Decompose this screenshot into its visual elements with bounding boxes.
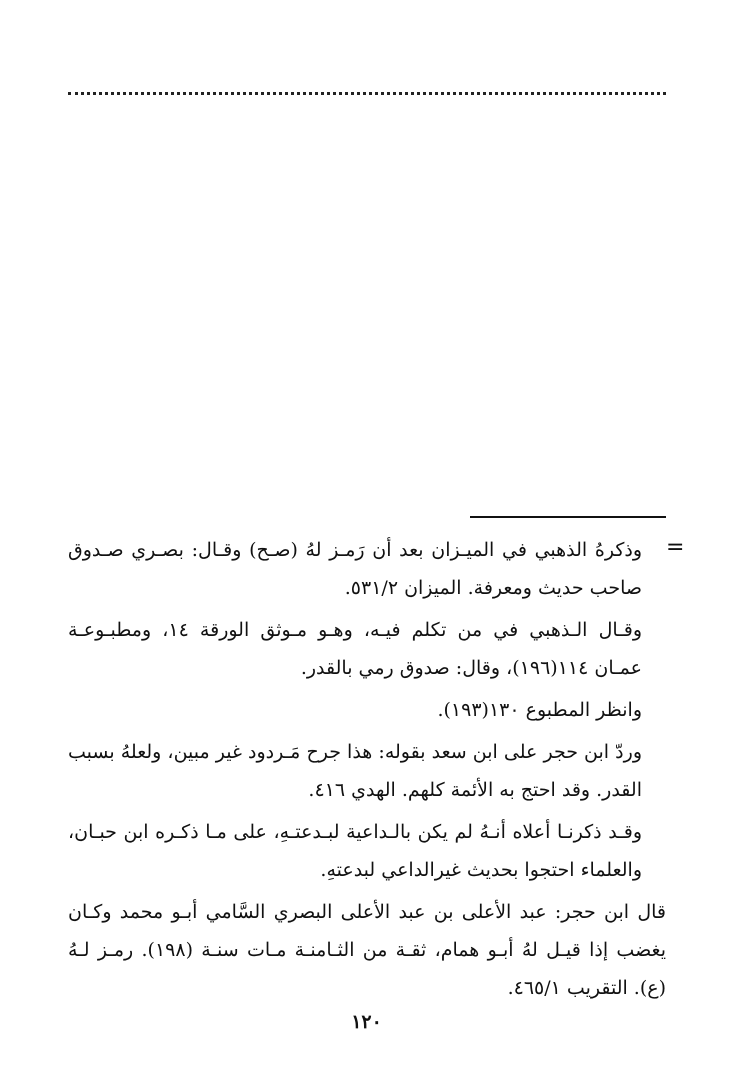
- continuation-mark: =: [666, 535, 685, 560]
- footnote-separator: [470, 516, 666, 518]
- footnote-paragraph: وقـال الـذهبي في من تكلم فيـه، وهـو مـوثق الورقة ١٤، ومطبـوعـة عمـان ١١٤(١٩٦)، وقال: صدوق رمي بالقدر.: [68, 619, 642, 679]
- footnote-paragraph: وقـد ذكرنـا أعلاه أنـهُ لم يكن بالـداعية لبـدعتـهِ، على مـا ذكـره ابن حبـان، والعلماء احتجوا بحديث غيرالداعي لبدعتهِ.: [68, 821, 642, 881]
- footnote-paragraph: وردّ ابن حجر على ابن سعد بقوله: هذا جرح مَـردود غير مبين، ولعلهُ بسبب القدر. وقد احتج به الأئمة كلهم. الهدي ٤١٦.: [68, 741, 642, 801]
- footnote-paragraph: قال ابن حجر: عبد الأعلى بن عبد الأعلى البصري السَّامي أبـو محمد وكـان يغضب إذا قيـل لهُ أبـو همام، ثقـة من الثـامنـة مـات سنـة (١٩٨). رمـز لـهُ (ع). التقريب ٤٦٥/١.: [68, 901, 667, 999]
- header-dotted-rule: [68, 92, 666, 95]
- footnotes-block: [68, 531, 666, 1011]
- page-number: ١٢٠: [351, 1011, 382, 1033]
- footnote-paragraph: وذكرهُ الذهبي في الميـزان بعد أن رَمـز لهُ (صـح) وقـال: بصـري صـدوق صاحب حديث ومعرفة. الميزان ٥٣١/٢.: [68, 539, 642, 599]
- footnote-paragraph: وانظر المطبوع ١٣٠(١٩٣).: [437, 699, 642, 721]
